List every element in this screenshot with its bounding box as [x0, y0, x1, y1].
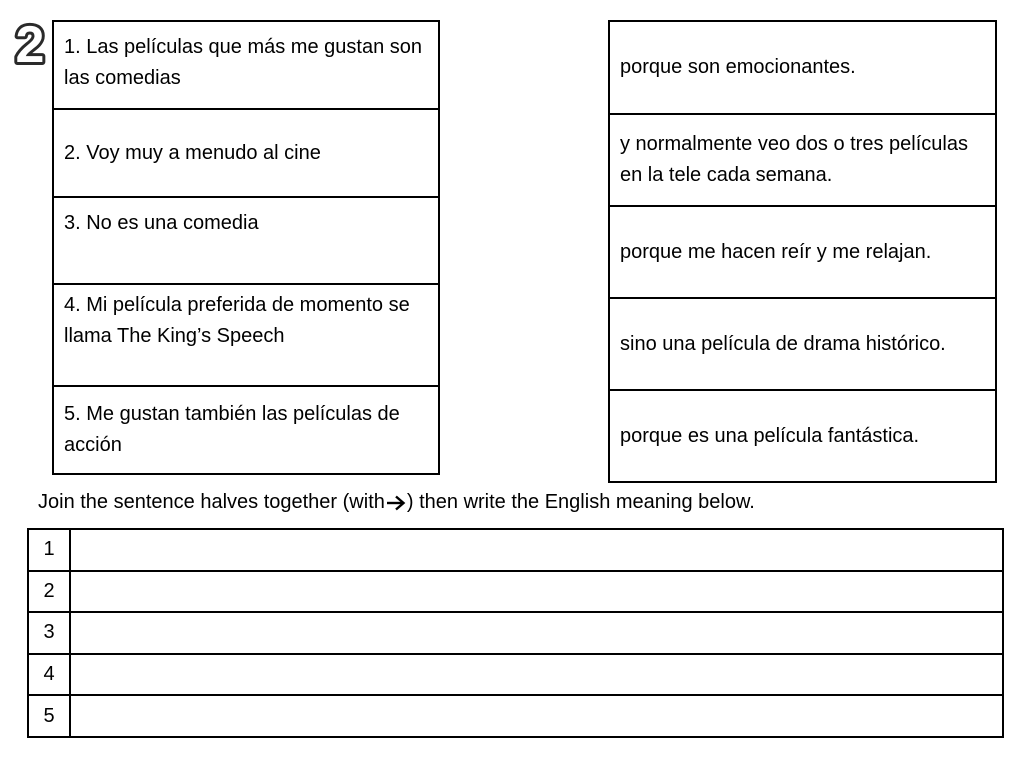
left-half-cell[interactable]: 4. Mi película preferida de momento se llama The King’s Speech — [53, 284, 439, 386]
right-half-cell[interactable]: porque me hacen reír y me relajan. — [609, 206, 996, 298]
left-half-row — [53, 284, 439, 386]
right-half-cell[interactable]: porque son emocionantes. — [609, 21, 996, 114]
left-half-cell[interactable]: 2. Voy muy a menudo al cine — [53, 109, 439, 197]
answer-field[interactable] — [70, 695, 1003, 737]
right-half-row — [609, 206, 996, 298]
instruction-tail: ) then write the English meaning below. — [406, 491, 755, 513]
answer-field[interactable] — [70, 654, 1003, 696]
right-half-row — [609, 114, 996, 206]
answer-field[interactable] — [70, 612, 1003, 654]
answer-row — [28, 571, 1003, 613]
left-half-row — [53, 197, 439, 284]
arrow-right-icon — [386, 495, 406, 511]
left-half-row — [53, 386, 439, 474]
left-half-cell[interactable]: 3. No es una comedia — [53, 197, 439, 284]
right-half-cell[interactable]: sino una película de drama histórico. — [609, 298, 996, 390]
page-number-badge — [10, 12, 50, 84]
answer-number: 1 — [28, 529, 70, 571]
answer-row — [28, 695, 1003, 737]
right-half-row — [609, 390, 996, 482]
answers-table — [27, 528, 1004, 738]
answer-field[interactable] — [70, 571, 1003, 613]
answer-number: 3 — [28, 612, 70, 654]
left-halves-table — [52, 20, 440, 475]
answer-number: 5 — [28, 695, 70, 737]
instruction-lead: Join the sentence halves together (with — [38, 491, 385, 513]
instruction-text — [38, 486, 755, 518]
answer-row — [28, 654, 1003, 696]
right-half-row — [609, 298, 996, 390]
left-half-row — [53, 109, 439, 197]
answer-number: 2 — [28, 571, 70, 613]
answer-row — [28, 612, 1003, 654]
right-half-cell[interactable]: porque es una película fantástica. — [609, 390, 996, 482]
left-half-row — [53, 21, 439, 109]
answer-number: 4 — [28, 654, 70, 696]
left-half-cell[interactable]: 1. Las películas que más me gustan son las comedias — [53, 21, 439, 109]
right-half-row — [609, 21, 996, 114]
answer-row — [28, 529, 1003, 571]
right-half-cell[interactable]: y normalmente veo dos o tres películas en la tele cada semana. — [609, 114, 996, 206]
page-number: 2 — [15, 16, 45, 74]
answer-field[interactable] — [70, 529, 1003, 571]
left-half-cell[interactable]: 5. Me gustan también las películas de acción — [53, 386, 439, 474]
right-halves-table — [608, 20, 997, 483]
